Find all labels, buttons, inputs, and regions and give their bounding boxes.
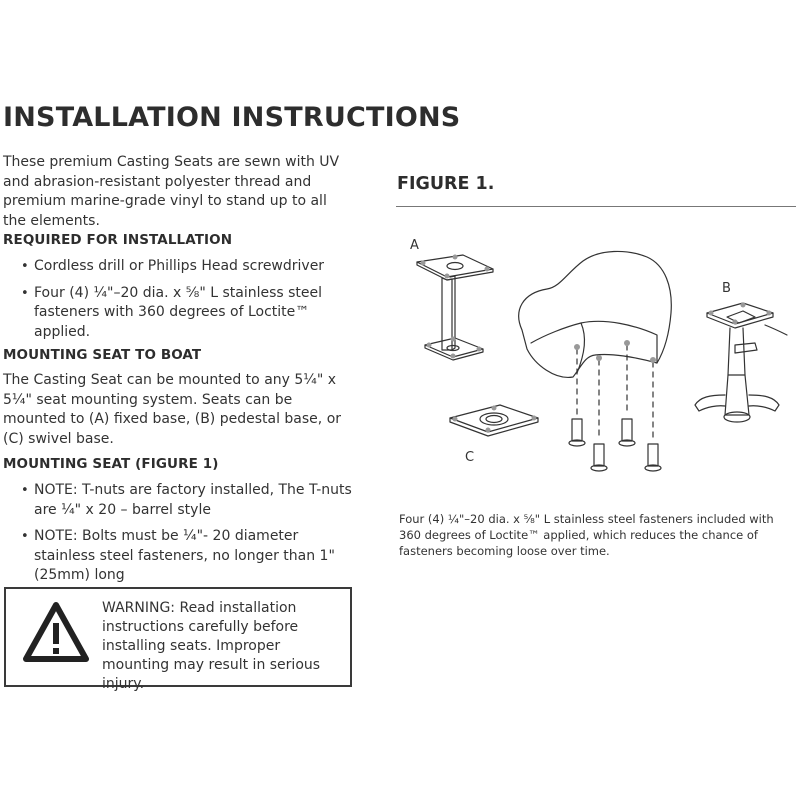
list-item: • NOTE: Bolts must be ¼"- 20 diameter stainless steel fasteners, no longer than 1" (25mm) long — [0, 527, 360, 586]
list-item: • NOTE: T-nuts are factory installed, The T-nuts are ¼" x 20 – barrel style — [0, 481, 360, 520]
bolts — [569, 419, 661, 471]
casting-seat — [519, 251, 672, 377]
intro-paragraph: These premium Casting Seats are sewn with UV and abrasion-resistant polyester thread and premium marine-grade vinyl to stand up to all the elements. — [3, 154, 340, 229]
figure-divider — [396, 206, 796, 207]
warning-triangle-icon — [22, 601, 90, 663]
list-item: • Cordless drill or Phillips Head screwdriver — [0, 257, 360, 277]
list-item: • Four (4) ¼"–20 dia. x ⅝" L stainless steel fasteners with 360 degrees of Loctite™ applied. — [0, 284, 360, 343]
mounting-boat-paragraph: The Casting Seat can be mounted to any 5¼" x 5¼" seat mounting system. Seats can be mounted to (A) fixed base, (B) pedestal base, or (C) swivel base. — [3, 372, 342, 447]
mounting-seat-list — [0, 481, 360, 593]
seat-diagram — [395, 225, 800, 505]
figure-label-b: B — [722, 281, 731, 296]
pedestal-base-b — [695, 303, 787, 422]
warning-box — [4, 587, 352, 692]
mounting-seat-heading: MOUNTING SEAT (FIGURE 1) — [3, 456, 219, 472]
figure-title: FIGURE 1. — [397, 174, 495, 194]
mounting-boat-heading: MOUNTING SEAT TO BOAT — [3, 347, 202, 363]
figure-caption: Four (4) ¼"–20 dia. x ⅝" L stainless steel fasteners included with 360 degrees of Loctite™ applied, which reduces the chance of fasteners becoming loose over time. — [399, 512, 774, 558]
figure-label-c: C — [465, 450, 475, 465]
figure-label-a: A — [410, 238, 419, 253]
page-title: INSTALLATION INSTRUCTIONS — [3, 102, 461, 133]
warning-text: WARNING: Read installation instructions carefully before installing seats. Improper mounting may result in serious injury. — [102, 600, 321, 692]
required-heading: REQUIRED FOR INSTALLATION — [3, 232, 233, 248]
required-list — [0, 257, 360, 349]
